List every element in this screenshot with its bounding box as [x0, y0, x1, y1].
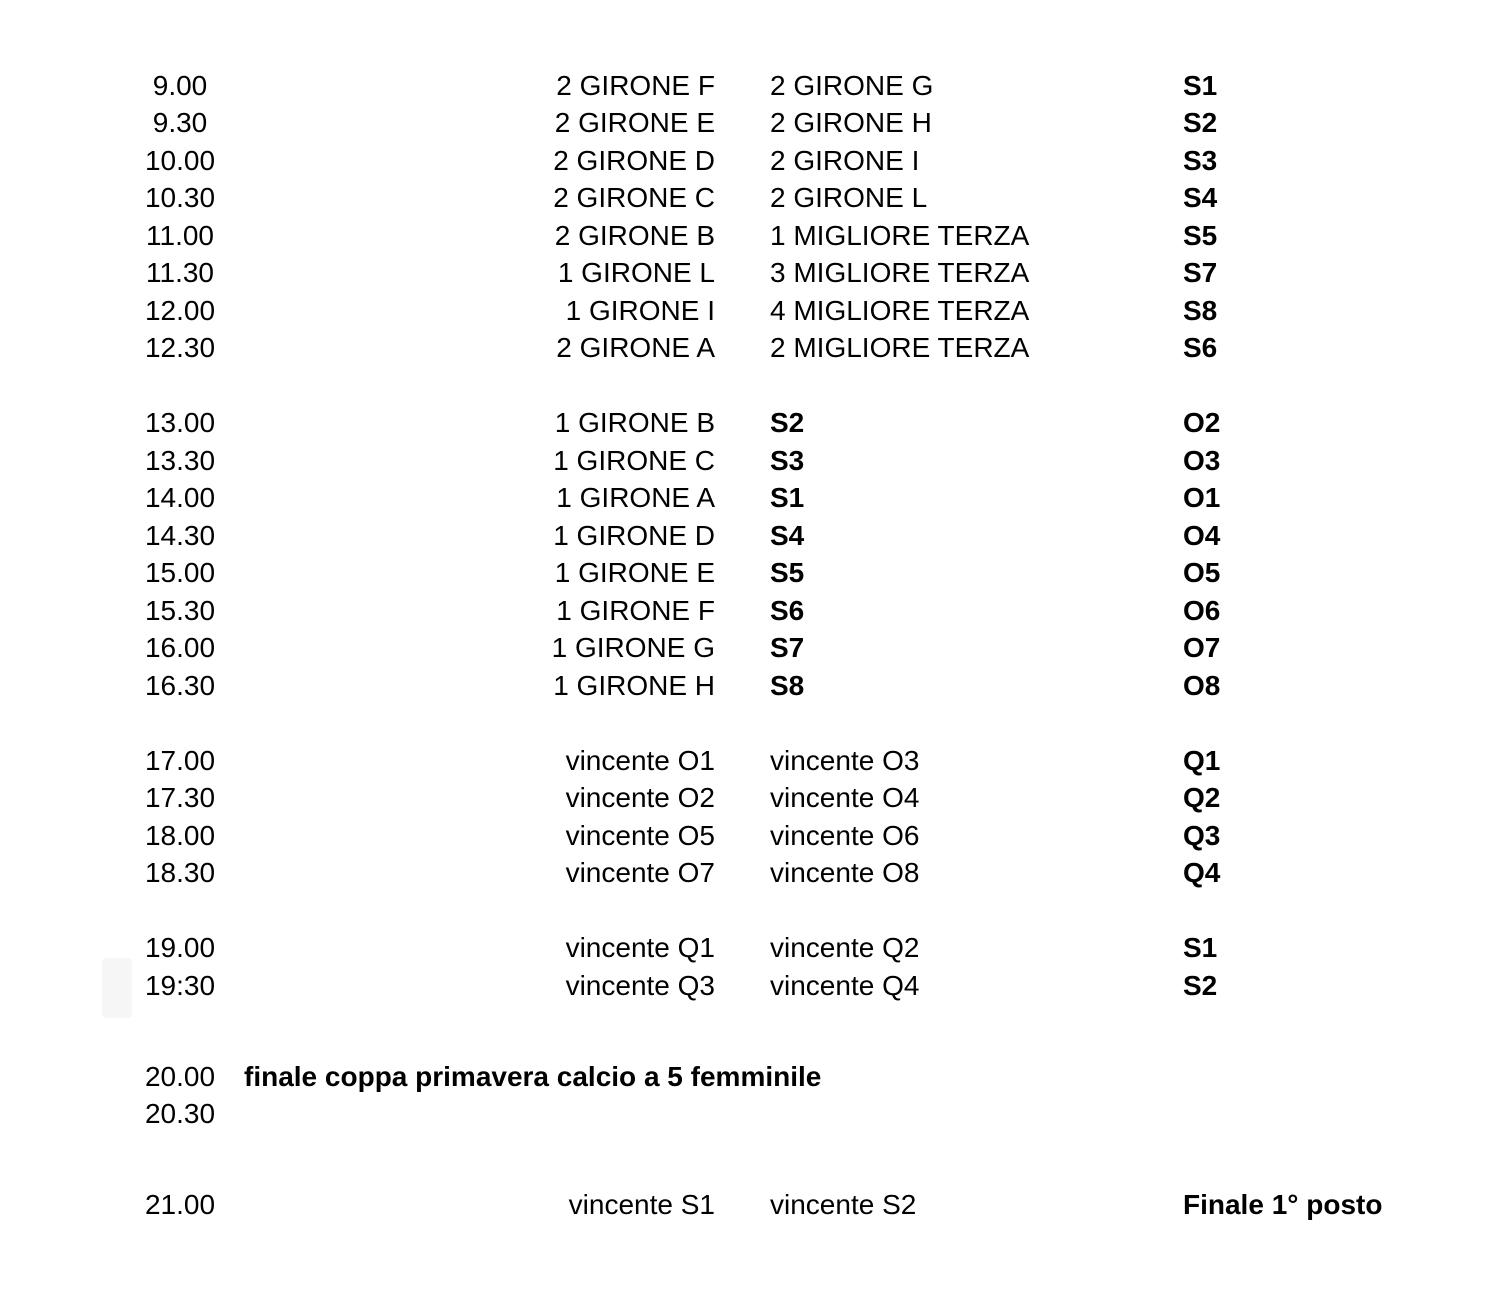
match-code: O2 — [1183, 407, 1221, 438]
match-time: 20.30 — [144, 1098, 216, 1129]
match-time: 14.00 — [144, 482, 216, 513]
match-row — [0, 292, 1500, 329]
match-time: 17.30 — [144, 782, 216, 813]
home-team: vincente O1 — [565, 745, 715, 776]
match-code: Q3 — [1183, 820, 1221, 851]
home-team: vincente O7 — [565, 857, 715, 888]
home-team: 1 GIRONE E — [554, 557, 715, 588]
match-row — [0, 67, 1500, 104]
match-time: 20.00 — [144, 1061, 216, 1092]
match-code: Q2 — [1183, 782, 1221, 813]
away-team: 2 GIRONE G — [770, 70, 934, 101]
away-team: S3 — [770, 445, 805, 476]
home-team: 2 GIRONE B — [554, 220, 715, 251]
match-row — [0, 479, 1500, 516]
match-code: S3 — [1183, 145, 1218, 176]
away-team: 3 MIGLIORE TERZA — [770, 257, 1030, 288]
away-team: S1 — [770, 482, 805, 513]
match-code: S4 — [1183, 182, 1218, 213]
match-row — [0, 517, 1500, 554]
match-code: S7 — [1183, 257, 1218, 288]
away-team: 2 MIGLIORE TERZA — [770, 332, 1030, 363]
away-team: S4 — [770, 520, 805, 551]
match-time: 18.30 — [144, 857, 216, 888]
womens-final-label: finale coppa primavera calcio a 5 femminile — [244, 1061, 822, 1092]
match-row — [0, 404, 1500, 441]
away-team: vincente O4 — [770, 782, 920, 813]
match-time: 10.00 — [144, 145, 216, 176]
match-row — [0, 254, 1500, 291]
match-row — [0, 554, 1500, 591]
match-code: O4 — [1183, 520, 1221, 551]
match-time: 18.00 — [144, 820, 216, 851]
match-code: S1 — [1183, 70, 1218, 101]
match-time: 19.00 — [144, 932, 216, 963]
match-row — [0, 967, 1500, 1004]
home-team: 2 GIRONE A — [556, 332, 715, 363]
match-code: O5 — [1183, 557, 1221, 588]
match-time: 15.30 — [144, 595, 216, 626]
match-code: Q1 — [1183, 745, 1221, 776]
match-code: O7 — [1183, 632, 1221, 663]
away-team: 2 GIRONE I — [770, 145, 920, 176]
home-team: 1 GIRONE L — [557, 257, 715, 288]
match-row — [0, 104, 1500, 141]
home-team: vincente O5 — [565, 820, 715, 851]
home-team: 2 GIRONE C — [553, 182, 715, 213]
match-time: 13.30 — [144, 445, 216, 476]
away-team: vincente Q4 — [770, 970, 920, 1001]
home-team: vincente Q1 — [565, 932, 715, 963]
match-time: 9.00 — [152, 70, 208, 101]
match-code: O1 — [1183, 482, 1221, 513]
match-row — [0, 442, 1500, 479]
match-row — [0, 329, 1500, 366]
away-team: 4 MIGLIORE TERZA — [770, 295, 1030, 326]
match-row — [0, 742, 1500, 779]
home-team: vincente S1 — [568, 1189, 715, 1220]
away-team: vincente S2 — [770, 1189, 917, 1220]
away-team: 1 MIGLIORE TERZA — [770, 220, 1030, 251]
match-time: 16.00 — [144, 632, 216, 663]
match-row — [0, 667, 1500, 704]
match-time: 19:30 — [144, 970, 216, 1001]
match-time: 12.30 — [144, 332, 216, 363]
match-row — [0, 817, 1500, 854]
match-time: 13.00 — [144, 407, 216, 438]
match-row — [0, 142, 1500, 179]
home-team: 1 GIRONE D — [553, 520, 715, 551]
away-team: vincente O8 — [770, 857, 920, 888]
match-code: S5 — [1183, 220, 1218, 251]
match-row — [0, 179, 1500, 216]
match-row — [0, 217, 1500, 254]
match-code: S8 — [1183, 295, 1218, 326]
home-team: 1 GIRONE C — [553, 445, 715, 476]
home-team: vincente O2 — [565, 782, 715, 813]
match-code: Q4 — [1183, 857, 1221, 888]
match-time: 9.30 — [152, 107, 208, 138]
home-team: 1 GIRONE H — [553, 670, 715, 701]
match-code: O8 — [1183, 670, 1221, 701]
final-row — [0, 1186, 1500, 1223]
match-time: 11.30 — [146, 257, 214, 288]
away-team: S8 — [770, 670, 805, 701]
away-team: 2 GIRONE L — [770, 182, 928, 213]
match-row — [0, 592, 1500, 629]
match-time: 14.30 — [144, 520, 216, 551]
womens-final-row — [0, 1058, 1500, 1095]
match-code: S2 — [1183, 107, 1218, 138]
match-time: 15.00 — [144, 557, 216, 588]
match-time: 12.00 — [144, 295, 216, 326]
match-time: 11.00 — [146, 220, 214, 251]
match-row — [0, 779, 1500, 816]
match-time: 21.00 — [144, 1189, 216, 1220]
away-team: S5 — [770, 557, 805, 588]
match-code: S1 — [1183, 932, 1218, 963]
match-time: 17.00 — [144, 745, 216, 776]
home-team: 1 GIRONE B — [554, 407, 715, 438]
home-team: 1 GIRONE G — [551, 632, 715, 663]
home-team: 2 GIRONE E — [554, 107, 715, 138]
match-code: Finale 1° posto — [1183, 1189, 1383, 1220]
match-code: S2 — [1183, 970, 1218, 1001]
match-code: O6 — [1183, 595, 1221, 626]
home-team: vincente Q3 — [565, 970, 715, 1001]
away-team: vincente O3 — [770, 745, 920, 776]
away-team: S6 — [770, 595, 805, 626]
match-code: S6 — [1183, 332, 1218, 363]
home-team: 1 GIRONE A — [556, 482, 715, 513]
empty-slot-row — [0, 1095, 1500, 1132]
away-team: S7 — [770, 632, 805, 663]
match-code: O3 — [1183, 445, 1221, 476]
away-team: vincente O6 — [770, 820, 920, 851]
away-team: vincente Q2 — [770, 932, 920, 963]
home-team: 1 GIRONE F — [556, 595, 715, 626]
match-time: 10.30 — [144, 182, 216, 213]
match-row — [0, 854, 1500, 891]
home-team: 1 GIRONE I — [565, 295, 715, 326]
match-time: 16.30 — [144, 670, 216, 701]
home-team: 2 GIRONE D — [553, 145, 715, 176]
away-team: 2 GIRONE H — [770, 107, 932, 138]
home-team: 2 GIRONE F — [556, 70, 715, 101]
away-team: S2 — [770, 407, 805, 438]
match-row — [0, 629, 1500, 666]
match-row — [0, 929, 1500, 966]
